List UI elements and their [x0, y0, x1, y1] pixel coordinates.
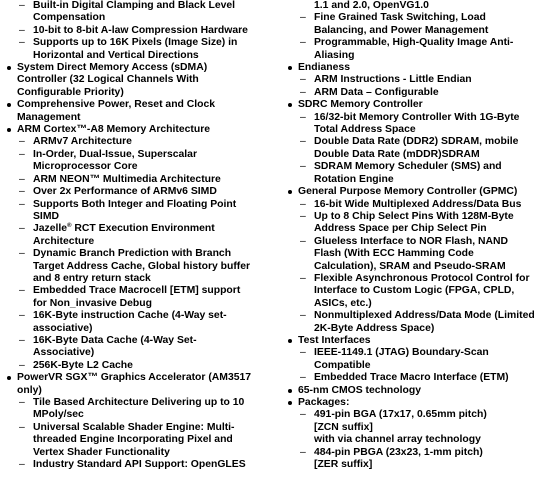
bullet-dash-icon: –: [19, 248, 25, 260]
bullet-dash-icon: –: [19, 173, 25, 185]
bullet-dot-icon: [7, 376, 11, 380]
bullet-dash-icon: –: [19, 459, 25, 471]
feature-text: Tile Based Architecture Delivering up to 10 MPoly/sec: [33, 397, 245, 421]
bullet-dash-icon: –: [300, 210, 306, 222]
feature-text: Dynamic Branch Prediction with Branch Target Address Cache, Global history buffer and 8 entry return stack: [33, 248, 251, 284]
feature-text: Supports up to 16K Pixels (Image Size) in Horizontal and Vertical Directions: [33, 37, 238, 61]
feature-text: Supports Both Integer and Floating Point SIMD: [33, 198, 237, 222]
feature-text: Industry Standard API Support: OpenGLES: [33, 459, 246, 471]
bullet-dash-icon: –: [19, 136, 25, 148]
feature-text: PowerVR SGX™ Graphics Accelerator (AM3517 only): [17, 372, 252, 396]
bullet-dash-icon: –: [19, 24, 25, 36]
left-feature-column: [5, 0, 275, 471]
feature-text: Over 2x Performance of ARMv6 SIMD: [33, 186, 217, 198]
feature-text: Fine Grained Task Switching, Load Balancing, and Power Management: [314, 12, 489, 36]
feature-text: 65-nm CMOS technology: [298, 384, 421, 396]
bullet-dot-icon: [288, 66, 292, 70]
feature-item: [5, 372, 275, 397]
sub-feature-item: [5, 248, 275, 285]
bullet-dash-icon: –: [300, 446, 306, 458]
bullet-dash-icon: –: [19, 310, 25, 322]
bullet-dash-icon: –: [300, 111, 306, 123]
feature-text: Flexible Asynchronous Protocol Control for Interface to Custom Logic (FPGA, CPLD, ASICs, etc.): [314, 272, 530, 309]
feature-text: 256K-Byte L2 Cache: [33, 359, 133, 371]
feature-text: Embedded Trace Macro Interface (ETM): [314, 372, 509, 384]
feature-item: [5, 62, 275, 99]
sub-feature-item: [5, 223, 275, 248]
sub-feature-continuation: [286, 0, 551, 12]
feature-text: ARM NEON™ Multimedia Architecture: [33, 173, 221, 185]
bullet-dash-icon: –: [19, 285, 25, 297]
bullet-dash-icon: –: [300, 409, 306, 421]
feature-text: ARM Instructions - Little Endian: [314, 74, 472, 86]
feature-text: Endianess: [298, 62, 350, 74]
sub-feature-item: [286, 37, 551, 62]
bullet-dash-icon: –: [300, 136, 306, 148]
sub-feature-item: [286, 12, 551, 37]
bullet-dash-icon: –: [19, 421, 25, 433]
feature-text: 16-bit Wide Multiplexed Address/Data Bus: [314, 198, 522, 210]
bullet-dot-icon: [288, 401, 292, 405]
sub-feature-item: [5, 149, 275, 174]
bullet-dash-icon: –: [300, 372, 306, 384]
sub-feature-item: [286, 74, 551, 86]
feature-text: General Purpose Memory Controller (GPMC): [298, 186, 518, 198]
sub-feature-item: [286, 87, 551, 99]
sub-feature-item: [5, 285, 275, 310]
feature-text: ARM Cortex™-A8 Memory Architecture: [17, 124, 211, 136]
feature-text: 16K-Byte instruction Cache (4-Way set- associative): [33, 310, 227, 334]
feature-text: In-Order, Dual-Issue, Superscalar Microprocessor Core: [33, 148, 198, 173]
feature-text: 16/32-bit Memory Controller With 1G-Byte Total Address Space: [314, 111, 520, 136]
sub-feature-item: [5, 397, 275, 422]
feature-item: [286, 397, 551, 409]
registered-mark: ®: [67, 223, 72, 230]
feature-text: Up to 8 Chip Select Pins With 128M-Byte Address Space per Chip Select Pin: [314, 210, 514, 235]
feature-text: Packages:: [298, 397, 350, 408]
sub-feature-item: [5, 360, 275, 372]
sub-feature-item: [5, 459, 275, 471]
bullet-dash-icon: –: [19, 397, 25, 408]
sub-feature-item: [5, 422, 275, 459]
bullet-dash-icon: –: [300, 161, 306, 173]
bullet-dash-icon: –: [19, 0, 25, 11]
feature-text: Nonmultiplexed Address/Data Mode (Limited 2K-Byte Address Space): [314, 310, 535, 334]
feature-text-continued: RCT Execution Environment Architecture: [33, 223, 215, 247]
sub-feature-item: [5, 25, 275, 37]
feature-text: Programmable, High-Quality Image Anti- Aliasing: [314, 37, 514, 61]
bullet-dash-icon: –: [19, 186, 25, 198]
feature-text: Built-in Digital Clamping and Black Level Compensation: [33, 0, 236, 24]
feature-text: 484-pin PBGA (23x23, 1-mm pitch) [ZER suffix]: [314, 446, 483, 471]
sub-feature-item: [286, 310, 551, 335]
bullet-dash-icon: –: [300, 198, 306, 210]
sub-feature-item: [286, 236, 551, 273]
sub-feature-item: [5, 37, 275, 62]
feature-item: [5, 124, 275, 136]
sub-feature-item: [286, 112, 551, 137]
bullet-dash-icon: –: [300, 347, 306, 359]
sub-feature-item: [5, 186, 275, 198]
feature-text: 491-pin BGA (17x17, 0.65mm pitch) [ZCN suffix] with via channel array technology: [314, 409, 487, 446]
sub-feature-item: [286, 211, 551, 236]
feature-item: [286, 186, 551, 198]
feature-item: [286, 99, 551, 111]
bullet-dot-icon: [288, 389, 292, 393]
sub-feature-item: [286, 161, 551, 186]
feature-text: SDRC Memory Controller: [298, 99, 423, 111]
feature-text: Jazelle: [33, 223, 68, 235]
bullet-dash-icon: –: [300, 86, 306, 98]
bullet-dash-icon: –: [300, 272, 306, 284]
feature-item: [5, 99, 275, 124]
sub-feature-item: [286, 347, 551, 372]
bullet-dash-icon: –: [19, 359, 25, 371]
feature-item: [286, 62, 551, 74]
sub-feature-item: [286, 447, 551, 472]
bullet-dash-icon: –: [19, 198, 25, 210]
bullet-dash-icon: –: [19, 334, 25, 346]
bullet-dash-icon: –: [300, 37, 306, 49]
feature-text: Double Data Rate (DDR2) SDRAM, mobile Double Data Rate (mDDR)SDRAM: [314, 136, 519, 160]
feature-text: Comprehensive Power, Reset and Clock Management: [17, 99, 216, 123]
feature-text: ARMv7 Architecture: [33, 136, 132, 148]
bullet-dot-icon: [7, 103, 11, 107]
right-feature-column: [286, 0, 551, 471]
bullet-dot-icon: [288, 339, 292, 343]
feature-text: Glueless Interface to NOR Flash, NAND Flash (With ECC Hamming Code Calculation), SRAM and Pseudo-SRAM: [314, 235, 509, 272]
bullet-dash-icon: –: [19, 37, 25, 49]
bullet-dot-icon: [288, 190, 292, 194]
feature-text: ARM Data – Configurable: [314, 86, 439, 98]
feature-text: Embedded Trace Macrocell [ETM] support for Non_invasive Debug: [33, 285, 241, 309]
feature-text: 16K-Byte Data Cache (4-Way Set- Associative): [33, 334, 197, 359]
feature-text: System Direct Memory Access (sDMA) Controller (32 Logical Channels With Configurable Priority): [17, 62, 208, 98]
bullet-dash-icon: –: [300, 310, 306, 322]
sub-feature-item: [5, 335, 275, 360]
feature-text: IEEE-1149.1 (JTAG) Boundary-Scan Compatible: [314, 347, 489, 371]
bullet-dash-icon: –: [300, 74, 306, 86]
feature-text: 10-bit to 8-bit A-law Compression Hardware: [33, 24, 248, 36]
bullet-dash-icon: –: [300, 12, 306, 24]
feature-text: SDRAM Memory Scheduler (SMS) and Rotation Engine: [314, 161, 502, 185]
sub-feature-item: [5, 310, 275, 335]
sub-feature-item: [5, 199, 275, 224]
bullet-dash-icon: –: [300, 235, 306, 247]
sub-feature-item: [5, 136, 275, 148]
feature-text: Test Interfaces: [298, 334, 371, 346]
bullet-dot-icon: [288, 103, 292, 107]
feature-text: 1.1 and 2.0, OpenVG1.0: [314, 0, 429, 11]
feature-item: [286, 385, 551, 397]
feature-text: Universal Scalable Shader Engine: Multi- threaded Engine Incorporating Pixel and Vertex Shader Functionality: [33, 421, 235, 458]
sub-feature-item: [5, 174, 275, 186]
bullet-dash-icon: –: [19, 223, 25, 235]
sub-feature-item: [286, 372, 551, 384]
sub-feature-item: [286, 136, 551, 161]
sub-feature-item: [286, 199, 551, 211]
sub-feature-item: [5, 0, 275, 25]
bullet-dot-icon: [7, 66, 11, 70]
bullet-dash-icon: –: [19, 148, 25, 160]
sub-feature-item: [286, 409, 551, 446]
feature-item: [286, 335, 551, 347]
sub-feature-item: [286, 273, 551, 310]
bullet-dot-icon: [7, 128, 11, 132]
